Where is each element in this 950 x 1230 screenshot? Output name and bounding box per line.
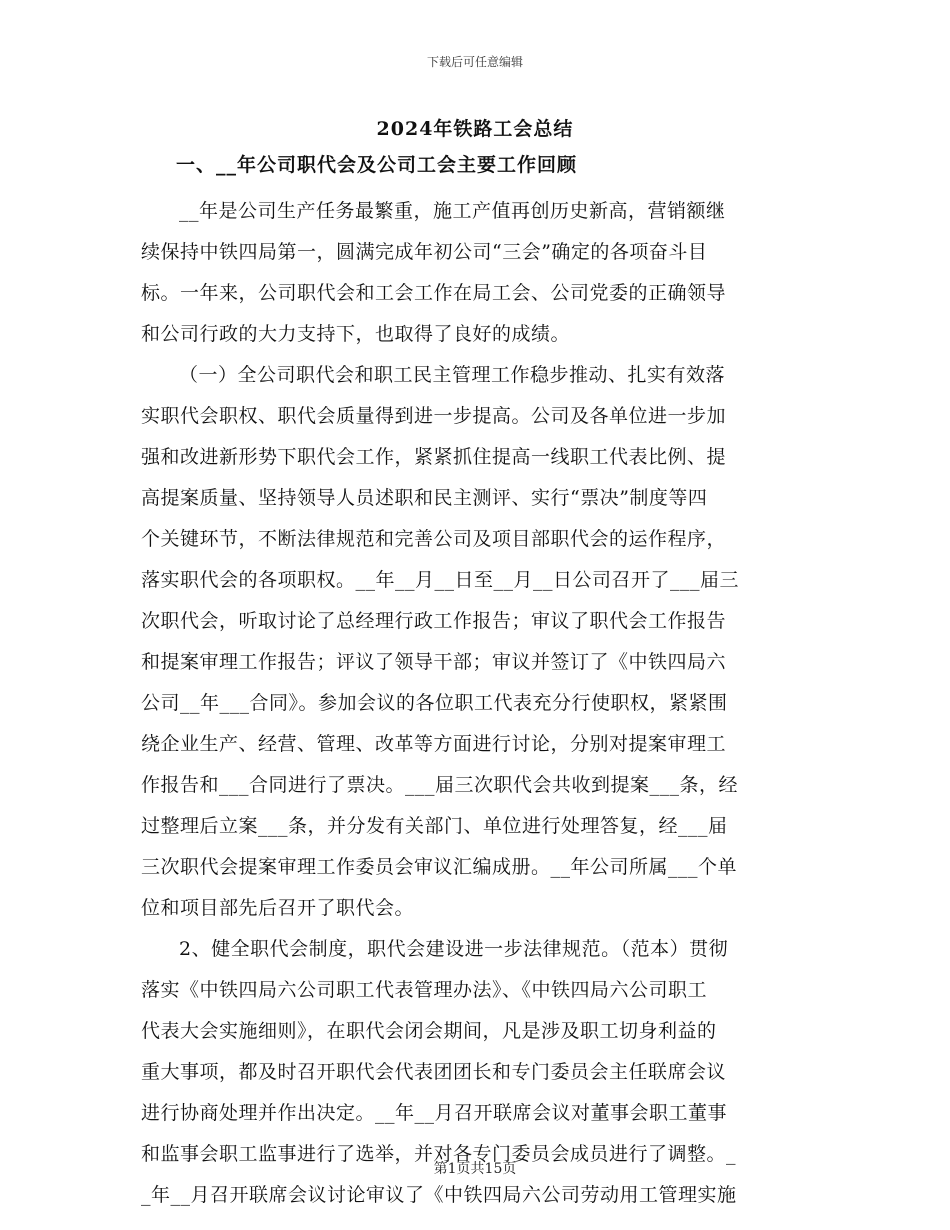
document-title: 2024年铁路工会总结 (376, 118, 574, 140)
text-line: __年是公司生产任务最繁重，施工产值再创历史新高，营销额继 (179, 200, 726, 222)
text-line: 代表大会实施细则》，在职代会闭会期间，凡是涉及职工切身利益的 (141, 1020, 717, 1042)
text-line: 绕企业生产、经营、管理、改革等方面进行讨论，分别对提案审理工 (141, 733, 727, 755)
text-line: 续保持中铁四局第一，圆满完成年初公司“三会”确定的各项奋斗目 (141, 241, 708, 263)
page-header-note: 下载后可任意编辑 (426, 55, 523, 69)
text-line: _年__月召开联席会议讨论审议了《中铁四局六公司劳动用工管理实施 (141, 1184, 737, 1206)
text-line: 重大事项，都及时召开职代会代表团团长和专门委员会主任联席会议 (141, 1061, 727, 1083)
text-line: 进行协商处理并作出决定。__年__月召开联席会议对董事会职工董事 (141, 1102, 728, 1124)
text-line: 实职代会职权、职代会质量得到进一步提高。公司及各单位进一步加 (141, 405, 727, 427)
text-line: （一）全公司职代会和职工民主管理工作稳步推动、扎实有效落 (179, 364, 726, 386)
page-number: 第1页共15页 (433, 1161, 517, 1177)
text-line: 过整理后立案___条，并分发有关部门、单位进行处理答复，经___届 (141, 815, 728, 837)
section-heading: 一、__年公司职代会及公司工会主要工作回顾 (176, 154, 578, 176)
document-body (141, 191, 813, 1216)
text-line: 和监事会职工监事进行了选举，并对各专门委员会成员进行了调整。_ (141, 1143, 737, 1165)
text-line: 位和项目部先后召开了职代会。 (141, 897, 415, 919)
text-line: 落实《中铁四局六公司职工代表管理办法》、《中铁四局六公司职工 (141, 979, 708, 1001)
text-line: 公司__年___合同》。参加会议的各位职工代表充分行使职权，紧紧围 (141, 692, 728, 714)
text-line: 三次职代会提案审理工作委员会审议汇编成册。__年公司所属___个单 (141, 856, 738, 878)
paragraph (141, 355, 813, 929)
text-line: 和公司行政的大力支持下，也取得了良好的成绩。 (141, 323, 571, 345)
paragraph (141, 191, 813, 355)
text-line: 强和改进新形势下职代会工作，紧紧抓住提高一线职工代表比例、提 (141, 446, 727, 468)
text-line: 和提案审理工作报告；评议了领导干部；审议并签订了《中铁四局六 (141, 651, 727, 673)
text-line: 个关键环节，不断法律规范和完善公司及项目部职代会的运作程序， (141, 528, 727, 550)
text-line: 高提案质量、坚持领导人员述职和民主测评、实行“票决”制度等四 (141, 487, 708, 509)
text-line: 作报告和___合同进行了票决。___届三次职代会共收到提案___条，经 (141, 774, 739, 796)
text-line: 落实职代会的各项职权。__年__月__日至__月__日公司召开了___届三 (141, 569, 740, 591)
text-line: 次职代会，听取讨论了总经理行政工作报告；审议了职代会工作报告 (141, 610, 727, 632)
text-line: 标。一年来，公司职代会和工会工作在局工会、公司党委的正确领导 (141, 282, 727, 304)
text-line: 2、健全职代会制度，职代会建设进一步法律规范。（范本）贯彻 (179, 938, 729, 960)
